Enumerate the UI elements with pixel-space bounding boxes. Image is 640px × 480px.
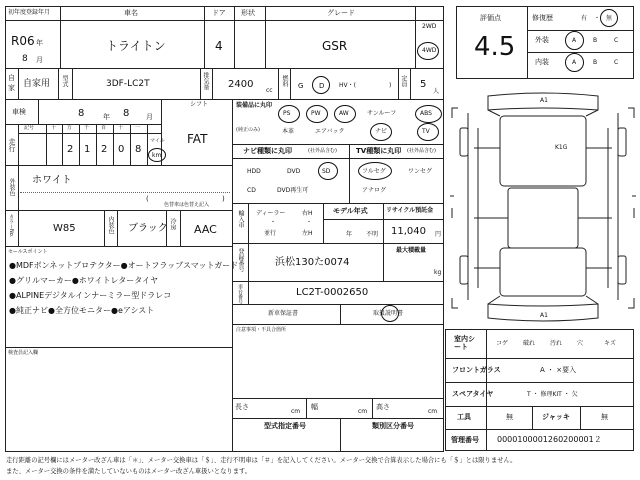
fuel-d: D [319, 82, 325, 90]
color-note: 色替車は色替え記入 [164, 202, 210, 208]
width-cm: cm [358, 408, 368, 415]
interior-label: 内装 [535, 58, 549, 66]
reg-year-unit: 年 [36, 39, 43, 47]
color-paren-close: ) [222, 195, 225, 203]
import-right: 右H [302, 210, 313, 217]
capacity-label: 定員 [400, 75, 407, 87]
exterior-grade-circle [565, 31, 584, 50]
usage: 自家用 [23, 79, 51, 89]
mileage-place-5: 十 [118, 125, 124, 131]
diagram-mark: K1G [555, 144, 568, 151]
ac: AAC [194, 223, 217, 236]
nav-title: ナビ種類に丸印 [243, 147, 292, 155]
shift: FAT [187, 132, 208, 146]
jack-label: ジャッキ [542, 413, 570, 421]
drive-2wd: 2WD [422, 23, 437, 30]
mileage-place-0: 記号 [24, 125, 35, 131]
equipment-item: TV [422, 128, 430, 135]
door-label: ドア [212, 9, 226, 17]
windshield-label: フロントガラス [452, 366, 501, 374]
inspection-year-unit: 年 [103, 113, 110, 121]
equipment-circle [417, 123, 439, 141]
diagram-a1-bottom: A1 [540, 312, 548, 319]
equipment-circle [334, 105, 356, 123]
mileage-place-1: 十 [51, 125, 57, 131]
inspector-label: 検査員記入欄 [8, 350, 39, 356]
score-label: 評価点 [480, 14, 501, 22]
tv-sub: (社外品含む) [407, 148, 436, 154]
equipment-item: サンルーフ [367, 110, 397, 117]
fuel-g: G [298, 82, 304, 90]
exterior-grade-C: C [614, 37, 619, 44]
selling-point: ●グリルマーカー●ホワイトレタータイヤ [9, 276, 159, 285]
inspection-month-unit: 月 [146, 113, 153, 121]
length-cm: cm [291, 408, 301, 415]
reg-date-label: 初年度登録年月 [8, 9, 51, 16]
maxload-label: 最大積載量 [396, 247, 427, 254]
width-label: 幅 [311, 403, 318, 411]
interior-grade-circle [565, 53, 584, 72]
unit-km: km [152, 152, 162, 159]
equipment-circle [278, 105, 300, 123]
tv-item: アナログ [362, 187, 387, 194]
reg-month: 8 [22, 54, 28, 64]
inspection-label: 車検 [12, 108, 26, 116]
reg-month-unit: 月 [36, 56, 43, 64]
model-code: 3DF-LC2T [106, 79, 150, 89]
model-year-unknown: 不明 [366, 231, 379, 238]
height-cm: cm [428, 408, 438, 415]
mileage-digit: 8 [135, 144, 142, 155]
import-label: 輸入車 [237, 210, 244, 228]
type-no-label: 型式指定番号 [264, 422, 306, 430]
mileage-digit: 2 [101, 144, 108, 155]
registration-label: 登録番号 [237, 248, 244, 272]
chassis-label: 車台番号 [237, 284, 243, 304]
tools-value: 無 [506, 413, 513, 421]
mileage-place-4: 百 [101, 125, 107, 131]
nav-sd-circle [318, 162, 338, 180]
height-label: 高さ [376, 403, 390, 411]
windshield-value: A ・ ×要入 [540, 366, 577, 374]
selling-points-label: セールスポイント [8, 249, 48, 255]
color-no-label: カラーNo. [8, 214, 14, 238]
inspection-month: 8 [123, 108, 130, 119]
selling-point: ●ALPINEデジタルインナーミラー型ドラレコ [9, 291, 172, 300]
nav-item: DVD [287, 168, 301, 175]
model-year-label: モデル年式 [333, 207, 368, 215]
mileage-digit: 2 [67, 144, 74, 155]
unit-mile: マイル [150, 138, 165, 144]
length-label: 長さ [235, 403, 249, 411]
import-dot: ・ [270, 219, 277, 226]
color-label: 外装色 [8, 178, 15, 196]
fuel-close: ) [389, 82, 392, 89]
inspection-year: 8 [78, 108, 85, 119]
import-parallel: 並行 [264, 230, 277, 237]
mileage-place-6: 一 [135, 125, 141, 131]
color-value: ホワイト [32, 175, 72, 186]
cat-label-2: 家 [8, 84, 15, 92]
import-dealer: ディーラー [256, 210, 286, 217]
spare-label: スペアタイヤ [452, 390, 494, 398]
recycle: 11,040 [391, 226, 426, 237]
equipment-item: PW [311, 110, 321, 117]
tv-item: フルセグ [362, 168, 386, 175]
ac-label: 冷房 [169, 218, 176, 230]
owner-manual-circle [381, 305, 399, 322]
repair-dot: ・ [594, 15, 601, 22]
equipment-item: PS [283, 110, 291, 117]
nav-item: CD [247, 187, 256, 194]
shape-label: 形状 [241, 9, 255, 17]
doors: 4 [215, 39, 223, 53]
equipment-item: AW [339, 110, 349, 117]
recycle-yen: 円 [435, 231, 442, 238]
new-car-warranty: 新車保証書 [268, 310, 299, 317]
interior-color: ブラック [128, 223, 168, 234]
mileage-label: 走行 [8, 138, 16, 152]
tools-label: 工具 [457, 413, 471, 421]
footer-line-1: 走行距離の記号欄にはメーター改ざん車は「＊」、メーター交換車は「＄」、走行不明車は「＃」を記入してください。メーター交換で合算表示した場合にも「＄」とは限りません。 [6, 457, 517, 464]
import-left: 左H [302, 230, 313, 237]
model-year-unit: 年 [346, 231, 353, 238]
interior-grade-A: A [572, 59, 577, 66]
exterior-grade-B: B [593, 37, 598, 44]
interior-check-item: 穴 [577, 340, 584, 347]
recycle-label: リサイクル預託金 [386, 207, 434, 214]
grade-label: グレード [327, 9, 355, 17]
owner-manual: 取扱説明書 [373, 310, 404, 317]
fuel-d-circle [312, 76, 330, 94]
equipment-circle [370, 123, 392, 141]
capacity-unit: 人 [433, 88, 440, 95]
spare-value: T ・ 修理KIT ・ 欠 [527, 391, 578, 398]
car-damage-diagram [448, 88, 638, 326]
nav-item: SD [322, 168, 331, 175]
nav-item: HDD [247, 168, 261, 175]
grade: GSR [322, 39, 348, 53]
equipment-circle [415, 105, 442, 123]
caution-label: 注意事項・不具合箇所 [236, 327, 287, 333]
displacement: 2400 [228, 79, 254, 90]
equipment-circle [306, 105, 328, 123]
equipment-title: 装備品に丸印 [236, 102, 273, 109]
equipment-item: ABS [420, 110, 432, 117]
jack-value: 無 [601, 413, 608, 421]
repair-no: 無 [606, 15, 613, 22]
equipment-subtitle: (純正のみ) [236, 127, 260, 133]
interior-check-item: キズ [604, 340, 616, 347]
displacement-label: 排気量 [202, 72, 209, 90]
interior-grade-C: C [614, 59, 619, 66]
interior-grade-B: B [593, 59, 598, 66]
tv-fullseg-circle [358, 162, 392, 180]
car-name: トライトン [106, 39, 166, 53]
unit-km-circle [148, 148, 166, 162]
tv-title: TV種類に丸印 [356, 147, 402, 155]
drive-4wd-circle [417, 42, 439, 60]
shift-label: シフト [190, 101, 209, 108]
capacity: 5 [420, 79, 427, 90]
cc-unit: cc [266, 87, 273, 94]
mileage-digit: 0 [118, 144, 125, 155]
mileage-digit: 1 [84, 144, 91, 155]
nav-item: DVD再生可 [277, 187, 309, 194]
diagram-a1-top: A1 [540, 97, 548, 104]
footer-line-2: また、メーター交換の条件を満たしていないものはメーター改ざん車扱いとなります。 [6, 468, 252, 475]
color-paren-open: ( [146, 195, 149, 203]
selling-point: ●純正ナビ●全方位モニター●eアシスト [9, 306, 155, 315]
score: 4.5 [474, 32, 516, 62]
fuel-hv: HV・( [339, 82, 356, 89]
nav-sub: (社外品含む) [308, 148, 337, 154]
interior-color-label: 内装色 [107, 216, 114, 234]
interior-check-item: 汚れ [550, 340, 563, 347]
color-no: W85 [53, 223, 76, 234]
plate: 浜松130た0074 [275, 257, 350, 268]
reg-era: R06 [11, 34, 35, 48]
selling-point: ●MDFボンネットプロテクター●オートフラップスマットガード [9, 261, 239, 270]
tv-item: ワンセグ [408, 168, 433, 175]
drive-4wd: 4WD [422, 47, 437, 54]
interior-check-label: 室内シート [454, 335, 475, 352]
mileage-place-2: 万 [67, 125, 73, 131]
fuel-label: 燃料 [281, 75, 288, 87]
interior-check-item: 破れ [523, 340, 536, 347]
car-name-label: 車名 [124, 9, 138, 17]
cat-label-1: 自 [8, 74, 15, 82]
type-label: 型式 [61, 75, 68, 87]
mileage-place-3: 千 [84, 125, 90, 131]
mgmt-value: 0000100001260200001２ [497, 435, 602, 444]
interior-check-item: コゲ [496, 340, 509, 347]
mgmt-label: 管理番号 [451, 436, 479, 444]
maxload-kg: kg [434, 269, 442, 276]
chassis: LC2T-0002650 [296, 287, 369, 298]
import-dot-2: ・ [306, 219, 313, 226]
repair-label: 修復歴 [532, 14, 553, 22]
exterior-grade-A: A [572, 37, 577, 44]
repair-yes: 有 [581, 15, 588, 22]
equipment-item: 本革 [282, 128, 295, 135]
exterior-label: 外装 [535, 36, 549, 44]
equipment-item: エアバック [315, 128, 345, 135]
repair-no-circle [600, 9, 618, 27]
equipment-item: ナビ [375, 128, 388, 135]
class-no-label: 類別区分番号 [372, 422, 414, 430]
